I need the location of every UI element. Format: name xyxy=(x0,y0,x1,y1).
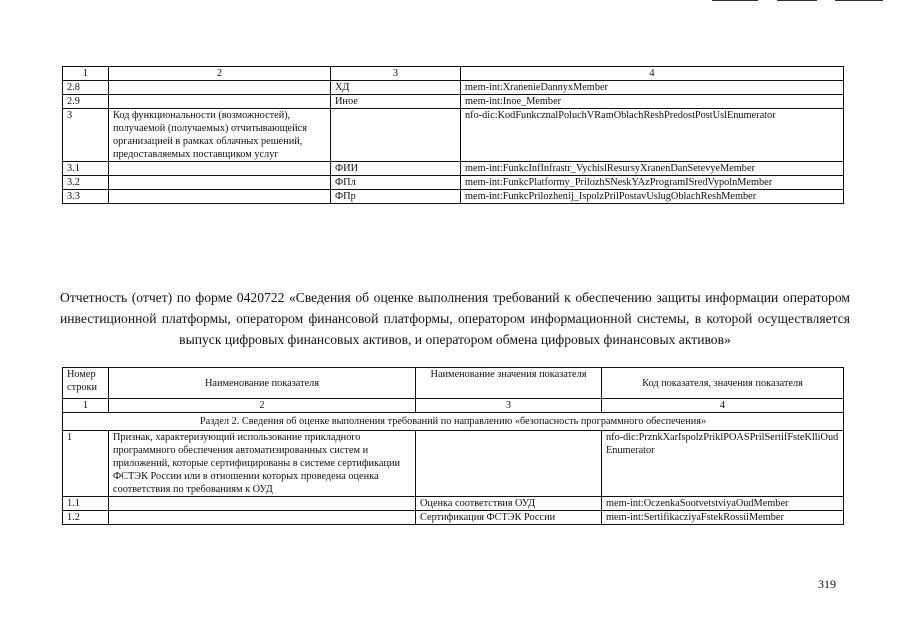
indicator-code: mem-int:FunkcPlatformy_PrilozhSNeskYAzProgramISredVypolnMember xyxy=(461,176,844,190)
header-cell: 4 xyxy=(461,67,844,81)
header-cell: Наименование показателя xyxy=(109,368,416,399)
indicator-code: mem-int:FunkcPrilozhenij_IspolzPrilPostavUslugOblachReshMember xyxy=(461,190,844,204)
indicator-name xyxy=(109,176,331,190)
row-number: 2.8 xyxy=(63,81,109,95)
table-row xyxy=(63,190,844,204)
indicator-value: Сертификация ФСТЭК России xyxy=(416,511,602,525)
table-row xyxy=(63,511,844,525)
row-number: 3.2 xyxy=(63,176,109,190)
row-number: 1.2 xyxy=(63,511,109,525)
row-number: 3.1 xyxy=(63,162,109,176)
section2-indicator-table xyxy=(62,367,844,525)
header-cell: 1 xyxy=(63,67,109,81)
indicator-name xyxy=(109,162,331,176)
row-number: 2.9 xyxy=(63,95,109,109)
indicator-value: ФПр xyxy=(331,190,461,204)
header-cell: 3 xyxy=(331,67,461,81)
header-cell: 2 xyxy=(109,67,331,81)
row-number: 1 xyxy=(63,431,109,497)
indicator-value: ФИИ xyxy=(331,162,461,176)
indicator-value xyxy=(331,109,461,162)
header-cell: Наименование значения показателя xyxy=(416,368,602,399)
row-number: 1.1 xyxy=(63,497,109,511)
section-title: Раздел 2. Сведения об оценке выполнения требований по направлению «безопасность программного обеспечения» xyxy=(63,413,844,431)
column-number: 2 xyxy=(109,399,416,413)
header-cell: Номер строки xyxy=(63,368,109,399)
indicator-code: mem-int:Inoe_Member xyxy=(461,95,844,109)
indicator-value: ФПл xyxy=(331,176,461,190)
table-header-row xyxy=(63,368,844,399)
top-rule-3 xyxy=(835,0,883,5)
table-row xyxy=(63,81,844,95)
table-row xyxy=(63,431,844,497)
indicator-value: Иное xyxy=(331,95,461,109)
indicator-value: ХД xyxy=(331,81,461,95)
table-row xyxy=(63,109,844,162)
indicator-name xyxy=(109,497,416,511)
column-number: 4 xyxy=(602,399,844,413)
page-number: 319 xyxy=(818,577,836,591)
column-number-row xyxy=(63,399,844,413)
row-number: 3 xyxy=(63,109,109,162)
table-header-row xyxy=(63,67,844,81)
indicator-code: mem-int:FunkcInfInfrastr_VychislResursyXranenDanSetevyeMember xyxy=(461,162,844,176)
table-row xyxy=(63,176,844,190)
indicator-table-continued xyxy=(62,66,844,204)
column-number: 3 xyxy=(416,399,602,413)
table-row xyxy=(63,162,844,176)
header-cell: Код показателя, значения показателя xyxy=(602,368,844,399)
top-rule-1 xyxy=(712,0,758,5)
indicator-name xyxy=(109,190,331,204)
table-row xyxy=(63,497,844,511)
indicator-name xyxy=(109,95,331,109)
indicator-code: nfo-dic:KodFunkcznalPoluchVRamOblachReshPredostPostUslEnumerator xyxy=(461,109,844,162)
indicator-value: Оценка соответствия ОУД xyxy=(416,497,602,511)
form-title-paragraph: Отчетность (отчет) по форме 0420722 «Сведения об оценке выполнения требований к обеспечению защиты информации оператором инвестиционной платформы, оператором финансовой платформы, оператором информационной системы, в которой осуществляется выпуск цифровых финансовых активов, и оператором обмена цифровых финансовых активов» xyxy=(60,290,850,347)
indicator-name: Признак, характеризующий использование прикладного программного обеспечения автоматизированных систем и приложений, которые сертифицированы в системе сертификации ФСТЭК России или в отношении которых проведена оценка соответствия по требованиям к ОУД xyxy=(109,431,416,497)
table-row xyxy=(63,95,844,109)
indicator-code: mem-int:SertifikacziyaFstekRossiiMember xyxy=(602,511,844,525)
indicator-name xyxy=(109,511,416,525)
indicator-name xyxy=(109,81,331,95)
row-number: 3.3 xyxy=(63,190,109,204)
top-rule-2 xyxy=(777,0,817,5)
indicator-value xyxy=(416,431,602,497)
column-number: 1 xyxy=(63,399,109,413)
indicator-name: Код функциональности (возможностей), получаемой (получаемых) отчитывающейся организацией в рамках облачных решений, предоставляемых поставщиком услуг xyxy=(109,109,331,162)
section-row xyxy=(63,413,844,431)
indicator-code: nfo-dic:PrznkXarIspolzPriklPOASPrilSertifFsteKlliOudEnumerator xyxy=(602,431,844,497)
indicator-code: mem-int:XranenieDannyxMember xyxy=(461,81,844,95)
indicator-code: mem-int:OczenkaSootvetstviyaOudMember xyxy=(602,497,844,511)
